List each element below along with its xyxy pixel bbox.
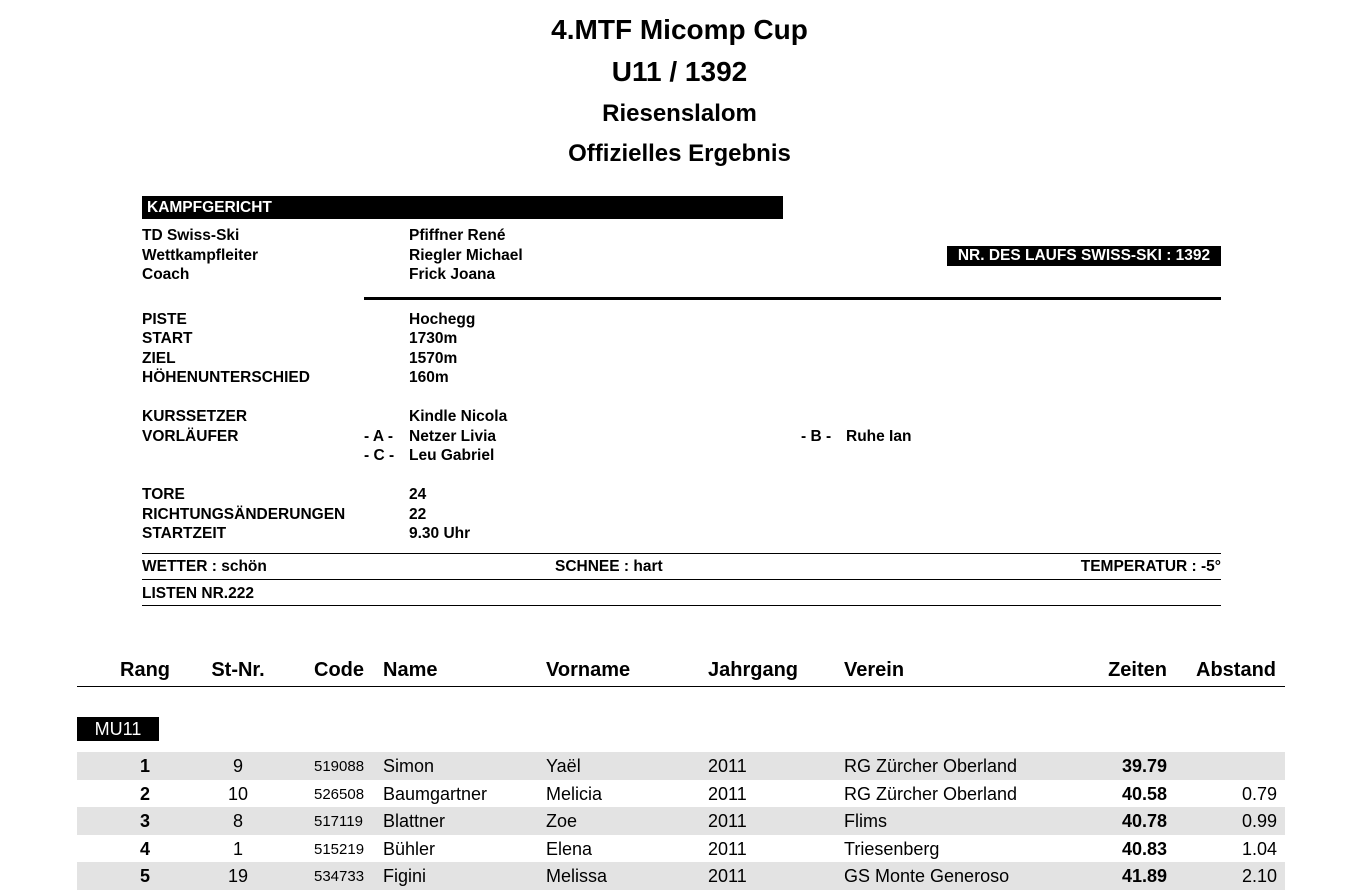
cell-club: RG Zürcher Oberland — [844, 784, 1018, 804]
cell-rank: 3 — [139, 811, 150, 831]
gates-value: 24 — [409, 486, 427, 503]
cell-club: Flims — [844, 811, 887, 831]
cell-rank: 1 — [139, 756, 150, 776]
gates-label: TORE — [142, 486, 185, 503]
cell-name: Simon — [383, 756, 435, 776]
cell-rank: 2 — [139, 784, 150, 804]
list-number: LISTEN NR.222 — [142, 585, 254, 602]
cell-name: Figini — [383, 866, 427, 886]
cell-firstname: Melissa — [546, 866, 608, 886]
cell-name: Blattner — [383, 811, 446, 831]
discipline-title: Riesenslalom — [602, 100, 757, 127]
col-header-start-number: St-Nr. — [211, 659, 265, 681]
weather: WETTER : schön — [142, 558, 267, 575]
course-setter-label: KURSSETZER — [142, 408, 248, 425]
cell-rank: 5 — [139, 866, 150, 886]
jury-header: KAMPFGERICHT — [142, 196, 783, 219]
cell-time: 39.79 — [1121, 756, 1167, 776]
divider — [142, 553, 1221, 554]
cell-gap: 0.79 — [1241, 784, 1277, 804]
course-setter-value: Kindle Nicola — [409, 408, 508, 425]
forerunner-c-value: Leu Gabriel — [409, 447, 495, 464]
start-value: 1730m — [409, 330, 458, 347]
col-header-name: Name — [383, 659, 438, 681]
cell-code: 519088 — [314, 758, 365, 775]
table-row — [77, 752, 1285, 780]
col-header-firstname: Vorname — [546, 659, 631, 681]
divider — [364, 297, 1221, 300]
cell-year: 2011 — [708, 756, 747, 776]
cell-club: RG Zürcher Oberland — [844, 756, 1018, 776]
table-row — [77, 807, 1285, 835]
cell-year: 2011 — [708, 839, 747, 859]
table-row — [77, 835, 1285, 863]
piste-value: Hochegg — [409, 311, 476, 328]
turns-label: RICHTUNGSÄNDERUNGEN — [142, 506, 346, 523]
cell-start-number: 1 — [232, 839, 243, 859]
col-header-gap: Abstand — [1196, 659, 1276, 681]
cell-firstname: Melicia — [546, 784, 603, 804]
race-number-badge: NR. DES LAUFS SWISS-SKI : 1392 — [947, 246, 1221, 266]
table-row — [77, 862, 1285, 890]
cell-gap: 2.10 — [1241, 866, 1277, 886]
jury-label-coach: Coach — [142, 266, 190, 283]
cell-club: GS Monte Generoso — [844, 866, 1010, 886]
start-label: START — [142, 330, 193, 347]
result-type-title: Offizielles Ergebnis — [568, 140, 791, 167]
cell-time: 40.78 — [1121, 811, 1167, 831]
forerunner-b-value: Ruhe Ian — [846, 428, 912, 445]
table-row — [77, 780, 1285, 808]
category-badge: MU11 — [77, 717, 159, 741]
col-header-year: Jahrgang — [708, 659, 799, 681]
divider — [77, 686, 1285, 687]
cell-gap: 0.99 — [1241, 811, 1277, 831]
col-header-club: Verein — [844, 659, 905, 681]
cell-start-number: 10 — [227, 784, 249, 804]
forerunner-b-tag: - B - — [801, 428, 832, 445]
cell-gap: 1.04 — [1241, 839, 1277, 859]
divider — [142, 579, 1221, 580]
cell-year: 2011 — [708, 811, 747, 831]
cell-code: 517119 — [314, 813, 363, 830]
cell-name: Bühler — [383, 839, 436, 859]
forerunner-c-tag: - C - — [364, 447, 395, 464]
cell-club: Triesenberg — [844, 839, 940, 859]
cell-year: 2011 — [708, 866, 747, 886]
cell-start-number: 9 — [232, 756, 243, 776]
cell-code: 526508 — [314, 786, 365, 803]
col-header-code: Code — [314, 659, 364, 681]
forerunner-label: VORLÄUFER — [142, 428, 239, 445]
cell-year: 2011 — [708, 784, 747, 804]
cell-firstname: Elena — [546, 839, 593, 859]
cell-code: 534733 — [314, 868, 365, 885]
forerunner-a-tag: - A - — [364, 428, 393, 445]
snow: SCHNEE : hart — [555, 558, 663, 575]
cell-firstname: Zoe — [546, 811, 578, 831]
cell-name: Baumgartner — [383, 784, 488, 804]
cell-time: 40.58 — [1121, 784, 1167, 804]
finish-value: 1570m — [409, 350, 458, 367]
jury-label-leader: Wettkampfleiter — [142, 247, 258, 264]
cell-code: 515219 — [314, 841, 365, 858]
forerunner-a-value: Netzer Livia — [409, 428, 497, 445]
jury-value-td: Pfiffner René — [409, 227, 506, 244]
vertical-drop-value: 160m — [409, 369, 449, 386]
start-time-label: STARTZEIT — [142, 525, 227, 542]
turns-value: 22 — [409, 506, 427, 523]
vertical-drop-label: HÖHENUNTERSCHIED — [142, 369, 310, 386]
cell-time: 40.83 — [1121, 839, 1167, 859]
col-header-rank: Rang — [120, 659, 170, 681]
piste-label: PISTE — [142, 311, 187, 328]
temperature: TEMPERATUR : -5° — [1080, 558, 1221, 575]
start-time-value: 9.30 Uhr — [409, 525, 471, 542]
divider — [142, 605, 1221, 606]
cell-firstname: Yaël — [546, 756, 581, 776]
finish-label: ZIEL — [142, 350, 176, 367]
cell-start-number: 8 — [232, 811, 243, 831]
cell-start-number: 19 — [227, 866, 249, 886]
category-title: U11 / 1392 — [611, 56, 748, 87]
cell-time: 41.89 — [1121, 866, 1167, 886]
jury-value-coach: Frick Joana — [409, 266, 496, 283]
cell-rank: 4 — [139, 839, 150, 859]
col-header-time: Zeiten — [1108, 659, 1167, 681]
event-title: 4.MTF Micomp Cup — [551, 14, 808, 45]
jury-value-leader: Riegler Michael — [409, 247, 523, 264]
jury-label-td: TD Swiss-Ski — [142, 227, 240, 244]
